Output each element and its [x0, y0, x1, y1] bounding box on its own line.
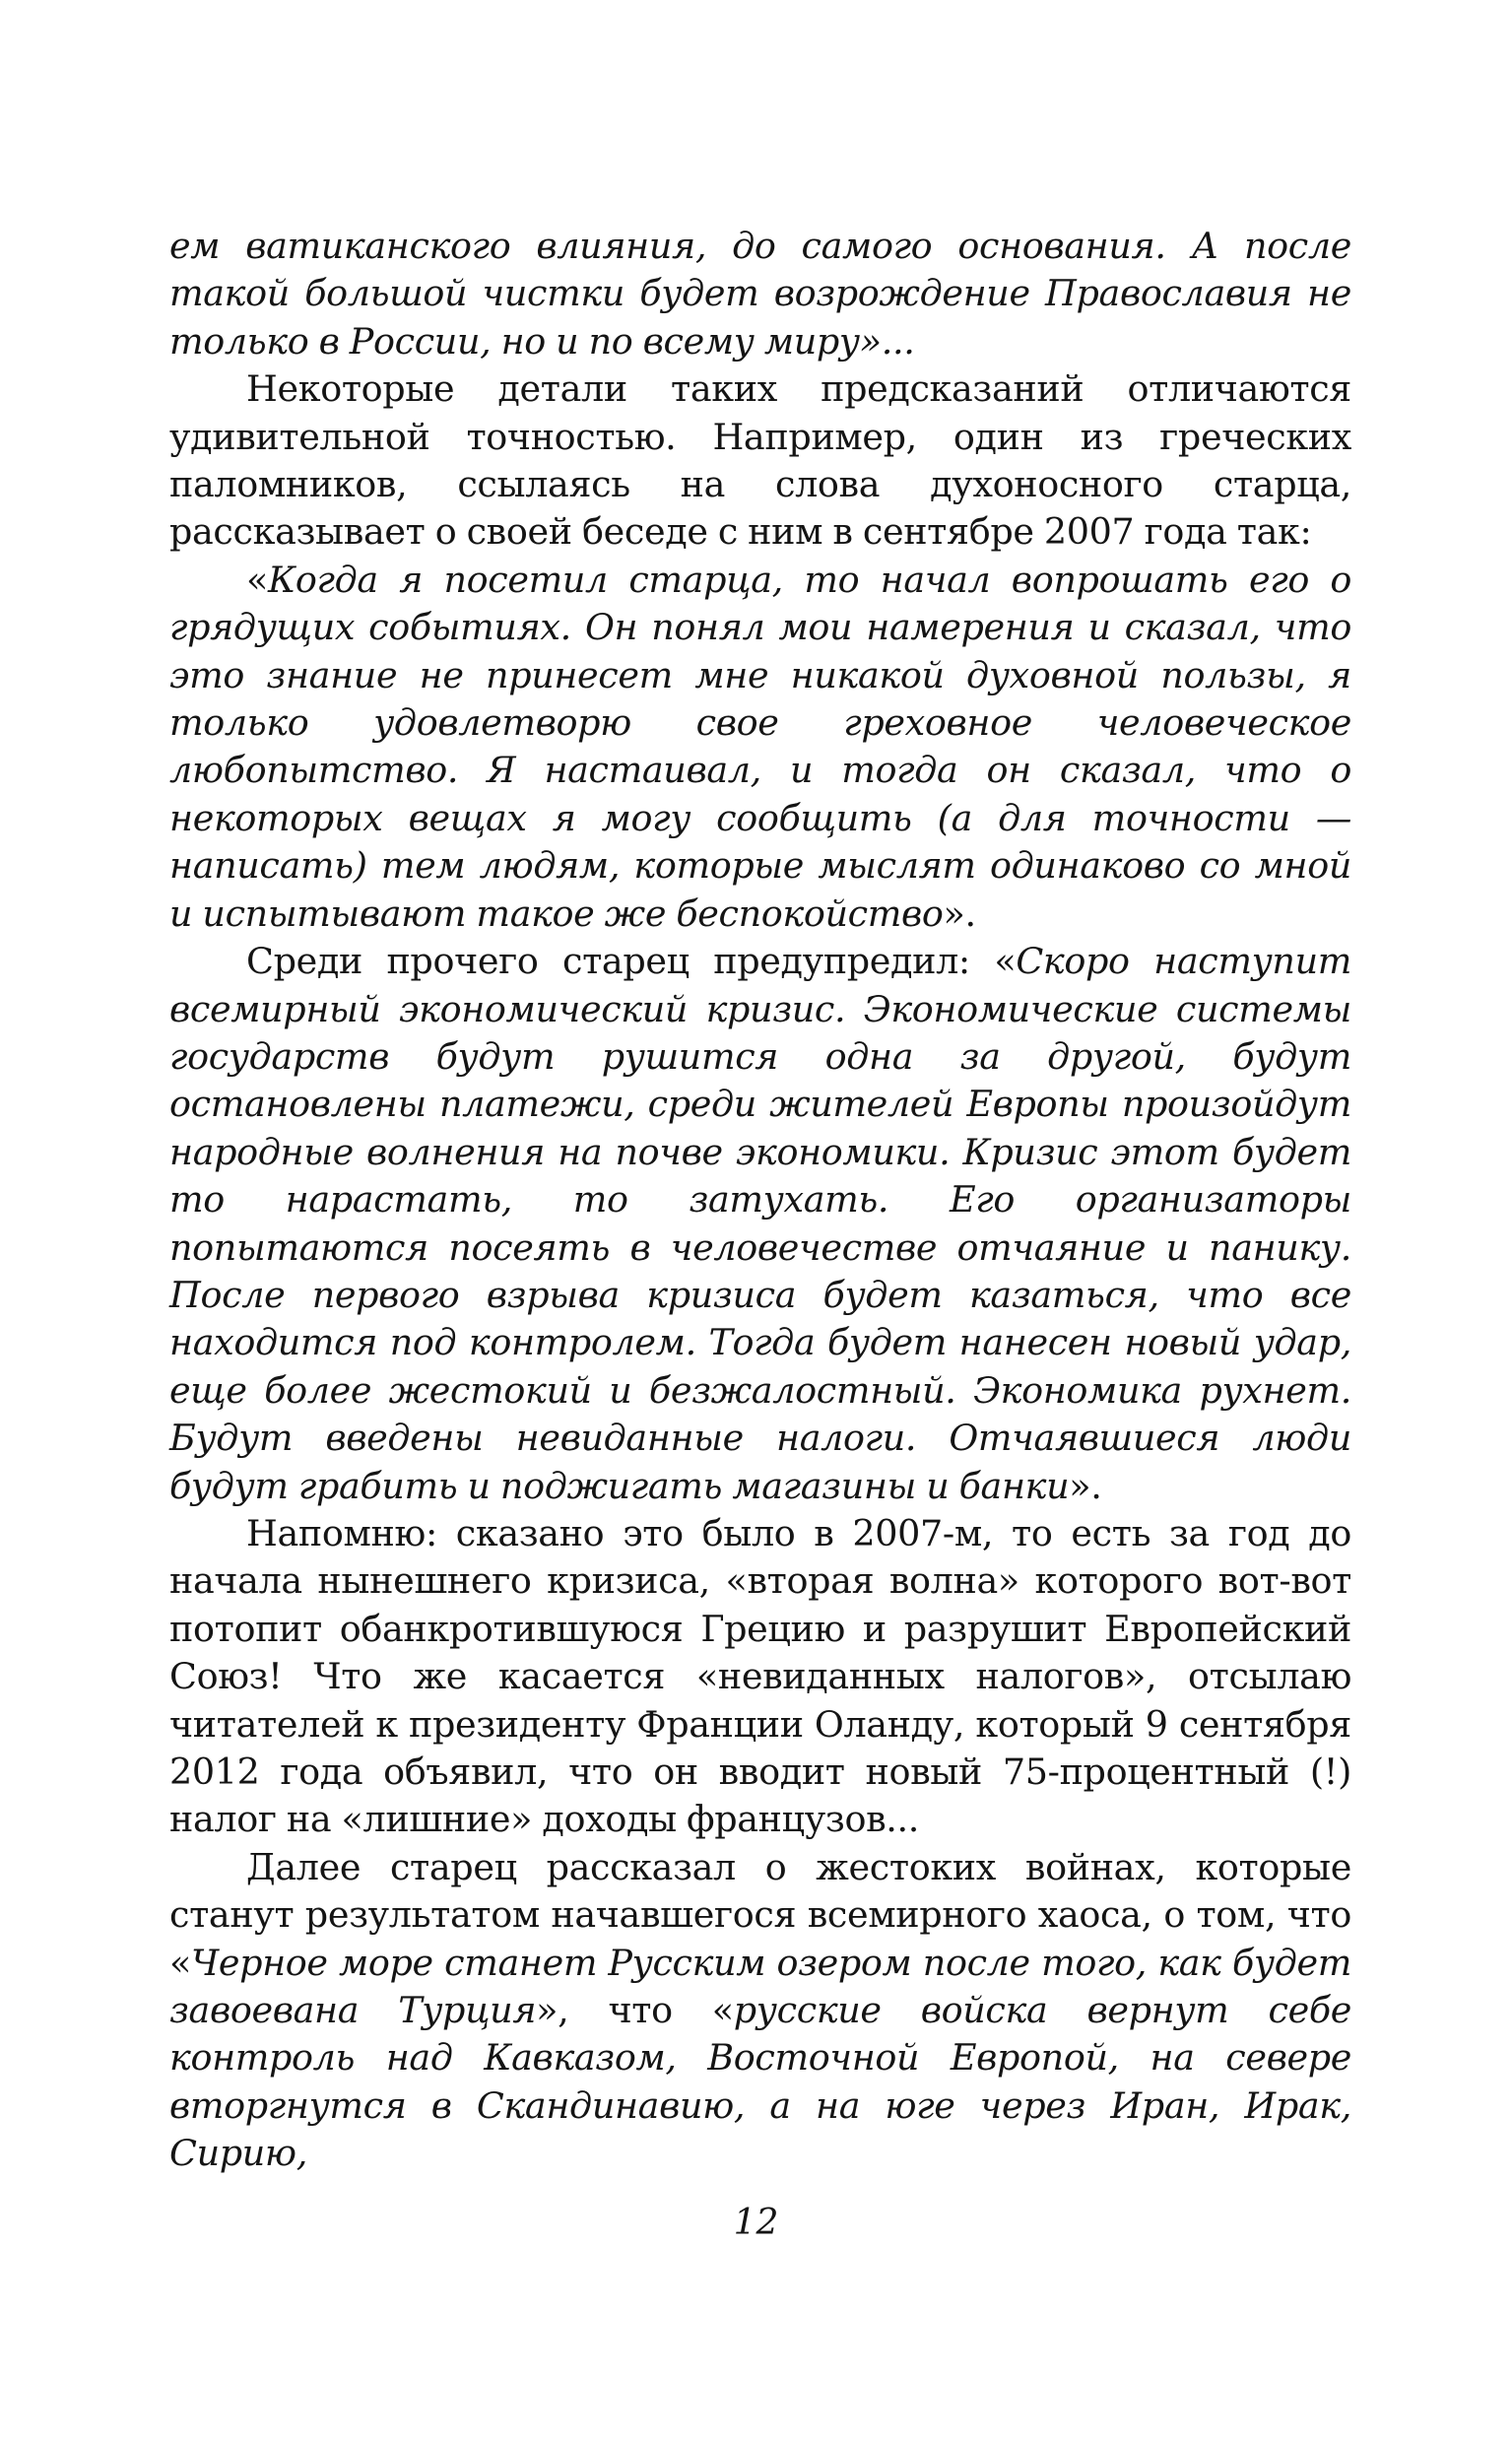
paragraph-4 — [169, 938, 1351, 1510]
paragraph-1 — [169, 223, 1351, 365]
text-segment-italic: русские войска вернут себе контроль над Кавказом, Восточной Европой, на севере вторгнутся в Скандинавию, а на юге через Иран, Ирак, Сирию, — [169, 1989, 1352, 2175]
text-segment: Напомню: сказано это было в 2007-м, то есть за год до начала нынешнего кризиса, «вторая волна» которого вот-вот потопит обанкротившуюся Грецию и разрушит Европейский Союз! Что же касается «невиданных налогов», отсылаю читателей к президенту Франции Оланду, который 9 сентября 2012 года объявил, что он вводит новый 75-процентный (!) налог на «лишние» доходы французов... — [169, 1511, 1351, 1841]
text-segment-italic: Черное море станет Русским озером после того, как будет завоевана Турция — [169, 1941, 1351, 2032]
text-segment: », что « — [536, 1989, 734, 2032]
paragraph-5 — [169, 1510, 1351, 1844]
text-segment: Среди прочего старец предупредил: « — [246, 940, 1017, 983]
text-segment: ». — [943, 891, 976, 935]
text-segment: Некоторые детали таких предсказаний отличаются удивительной точностью. Например, один из греческих паломников, ссылаясь на слова духоносного старца, рассказывает о своей беседе с ним в сентябре 2007 года так: — [169, 367, 1351, 554]
paragraph-2 — [169, 365, 1351, 557]
text-segment-italic: Когда я посетил старца, то начал вопрошать его о грядущих событиях. Он понял мои намерения и сказал, что это знание не принесет мне никакой духовной пользы, я только удовлетворю свое греховное человеческое любопытство. Я настаивал, и тогда он сказал, что о некоторых вещах я могу сообщить (а для точности — написать) тем людям, которые мыслят одинаково со мной и испытывают такое же беспокойство — [169, 558, 1351, 935]
page-number: 12 — [733, 2203, 779, 2243]
text-segment: ». — [1069, 1464, 1102, 1507]
paragraph-6 — [169, 1844, 1351, 2178]
paragraph-3-quote — [169, 557, 1351, 938]
text-segment: « — [246, 558, 268, 601]
text-segment-italic: Скоро наступит всемирный экономический кризис. Экономические системы государств будут рушится одна за другой, будут остановлены платежи, среди жителей Европы произойдут народные волнения на почве экономики. Кризис этот будет то нарастать, то затухать. Его организаторы попытаются посеять в человечестве отчаяние и панику. После первого взрыва кризиса будет казаться, что все находится под контролем. Тогда будет нанесен новый удар, еще более жестокий и безжалостный. Экономика рухнет. Будут введены невиданные налоги. Отчаявшиеся люди будут грабить и поджигать магазины и банки — [169, 940, 1351, 1507]
text-segment: ем ватиканского влияния, до самого основания. А после такой большой чистки будет возрождение Православия не только в России, но и по всему миру»... — [169, 225, 1351, 363]
body-text — [169, 223, 1351, 2178]
text-segment: Далее старец рассказал о жестоких войнах, которые станут результатом начавшегося всемирного хаоса, о том, что « — [169, 1845, 1351, 1984]
